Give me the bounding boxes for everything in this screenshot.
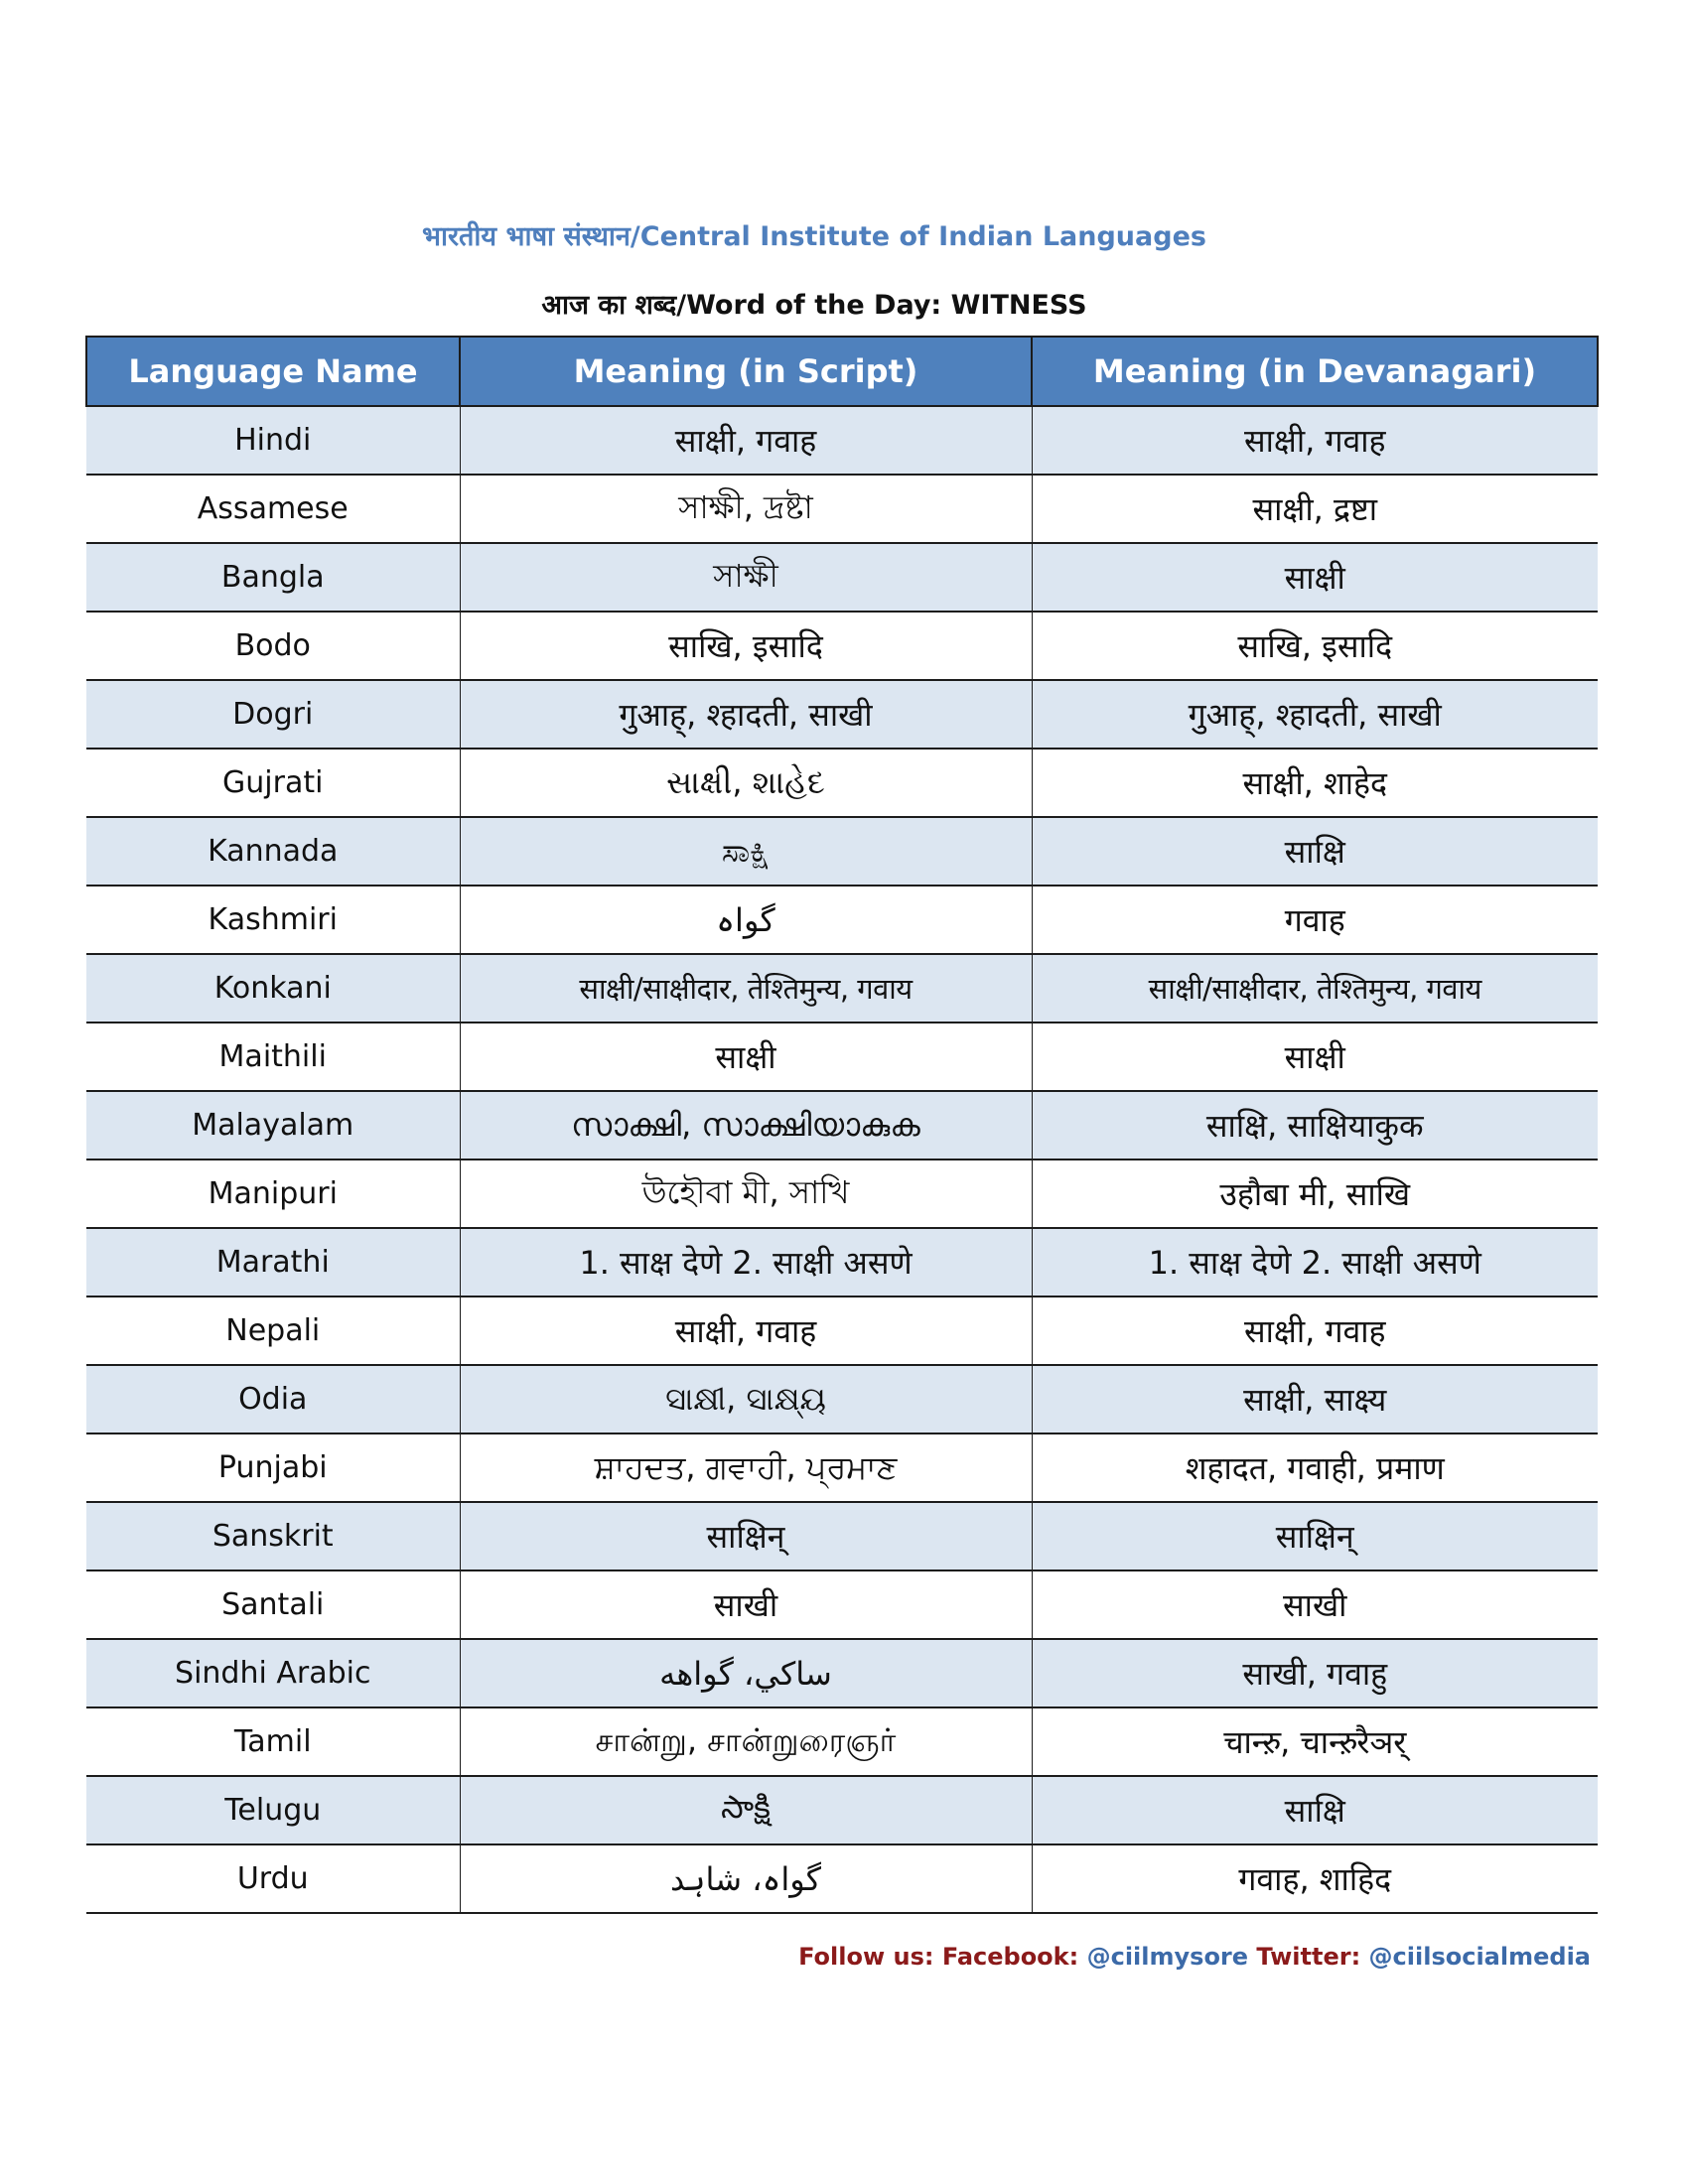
meaning-script: সাক্ষী [460,543,1032,612]
meaning-devanagari: साक्षि, साक्षियाकुक [1032,1091,1598,1160]
footer-facebook-label: Follow us: Facebook: [798,1943,1087,1971]
table-row [86,817,1598,886]
meaning-devanagari: चान्ऱु, चान्ऱुरैञर् [1032,1707,1598,1776]
meaning-devanagari: शहादत, गवाही, प्रमाण [1032,1433,1598,1502]
twitter-handle-link[interactable]: @ciilsocialmedia [1368,1943,1591,1971]
meaning-script: ساکي، گواهه [460,1639,1032,1707]
column-header-language: Language Name [86,337,460,406]
table-row [86,612,1598,680]
meaning-devanagari: साक्षि [1032,1776,1598,1844]
table-row [86,406,1598,475]
meaning-script: সাক্ষী, দ্ৰষ্টা [460,475,1032,543]
language-name: Urdu [86,1844,460,1913]
meaning-devanagari: साक्षिन् [1032,1502,1598,1570]
table-row [86,1776,1598,1844]
meaning-script: गुआह्, श्हादती, साखी [460,680,1032,749]
table-row [86,886,1598,954]
meaning-devanagari: गवाह, शाहिद [1032,1844,1598,1913]
meaning-script: साक्षिन् [460,1502,1032,1570]
meaning-devanagari: साक्षी, द्रष्टा [1032,475,1598,543]
language-name: Kannada [86,817,460,886]
meaning-devanagari: साक्षी [1032,543,1598,612]
meaning-script: साक्षी/साक्षीदार, तेश्तिमुन्य, गवाय [460,954,1032,1023]
meaning-script: साक्षी [460,1023,1032,1091]
language-name: Hindi [86,406,460,475]
facebook-handle-link[interactable]: @ciilmysore [1086,1943,1249,1971]
language-name: Bodo [86,612,460,680]
table-row [86,1433,1598,1502]
language-name: Assamese [86,475,460,543]
language-name: Gujrati [86,749,460,817]
meaning-devanagari: उहौबा मी, साखि [1032,1160,1598,1228]
meaning-devanagari: साक्षी, गवाह [1032,1297,1598,1365]
table-row [86,1297,1598,1365]
meaning-script: گواہ [460,886,1032,954]
table-row [86,475,1598,543]
footer-twitter-label: Twitter: [1248,1943,1369,1971]
language-name: Kashmiri [86,886,460,954]
language-name: Bangla [86,543,460,612]
table-row [86,1844,1598,1913]
meaning-devanagari: साक्षी, गवाह [1032,406,1598,475]
meaning-devanagari: साक्षी/साक्षीदार, तेश्तिमुन्य, गवाय [1032,954,1598,1023]
social-footer [0,1943,1591,1971]
meaning-devanagari: गुआह्, श्हादती, साखी [1032,680,1598,749]
language-name: Odia [86,1365,460,1433]
meaning-script: 1. साक्ष देणे 2. साक्षी असणे [460,1228,1032,1297]
meaning-script: സാക്ഷി, സാക്ഷിയാകുക [460,1091,1032,1160]
meaning-devanagari: साक्षी, साक्ष्य [1032,1365,1598,1433]
language-name: Marathi [86,1228,460,1297]
meaning-devanagari: 1. साक्ष देणे 2. साक्षी असणे [1032,1228,1598,1297]
meaning-script: ਸ਼ਾਹਦਤ, ਗਵਾਹੀ, ਪ੍ਰਮਾਣ [460,1433,1032,1502]
meaning-devanagari: साखी, गवाहु [1032,1639,1598,1707]
table-row [86,1160,1598,1228]
language-name: Telugu [86,1776,460,1844]
language-name: Tamil [86,1707,460,1776]
language-name: Dogri [86,680,460,749]
table-row [86,1639,1598,1707]
language-name: Sindhi Arabic [86,1639,460,1707]
word-of-the-day-value: WITNESS [950,290,1087,321]
meaning-devanagari: साक्षि [1032,817,1598,886]
table-row [86,1023,1598,1091]
meaning-script: উহৌবা মী, সাখি [460,1160,1032,1228]
meaning-devanagari: साक्षी [1032,1023,1598,1091]
meaning-script: साक्षी, गवाह [460,406,1032,475]
table-header-row [86,337,1598,406]
meaning-script: சான்று, சான்றுரைஞர் [460,1707,1032,1776]
word-of-the-day-heading [0,285,1628,322]
language-name: Malayalam [86,1091,460,1160]
table-row [86,1091,1598,1160]
meaning-script: సాక్షి [460,1776,1032,1844]
table-row [86,1228,1598,1297]
meaning-script: સાક્ષી, શાહેદ [460,749,1032,817]
language-name: Sanskrit [86,1502,460,1570]
column-header-devanagari: Meaning (in Devanagari) [1032,337,1598,406]
meaning-script: گواہ، شاہد [460,1844,1032,1913]
table-row [86,543,1598,612]
meaning-script: साखी [460,1570,1032,1639]
table-row [86,1707,1598,1776]
table-row [86,680,1598,749]
meaning-script: साखि, इसादि [460,612,1032,680]
word-of-the-day-label: आज का शब्द/Word of the Day: [541,290,951,321]
meaning-devanagari: साखि, इसादि [1032,612,1598,680]
table-row [86,1365,1598,1433]
meaning-devanagari: गवाह [1032,886,1598,954]
meaning-script: साक्षी, गवाह [460,1297,1032,1365]
language-name: Konkani [86,954,460,1023]
institute-title: भारतीय भाषा संस्थान/Central Institute of Indian Languages [422,221,1206,252]
column-header-script: Meaning (in Script) [460,337,1032,406]
meaning-script: ସାକ୍ଷୀ, ସାକ୍ଷ୍ୟ [460,1365,1032,1433]
language-name: Santali [86,1570,460,1639]
table-row [86,1570,1598,1639]
table-row [86,1502,1598,1570]
table-row [86,954,1598,1023]
language-name: Nepali [86,1297,460,1365]
language-name: Punjabi [86,1433,460,1502]
meaning-devanagari: साखी [1032,1570,1598,1639]
language-name: Maithili [86,1023,460,1091]
table-row [86,749,1598,817]
language-name: Manipuri [86,1160,460,1228]
word-meanings-table [85,336,1599,1914]
meaning-script: ಸಾಕ್ಷಿ [460,817,1032,886]
meaning-devanagari: साक्षी, शाहेद [1032,749,1598,817]
